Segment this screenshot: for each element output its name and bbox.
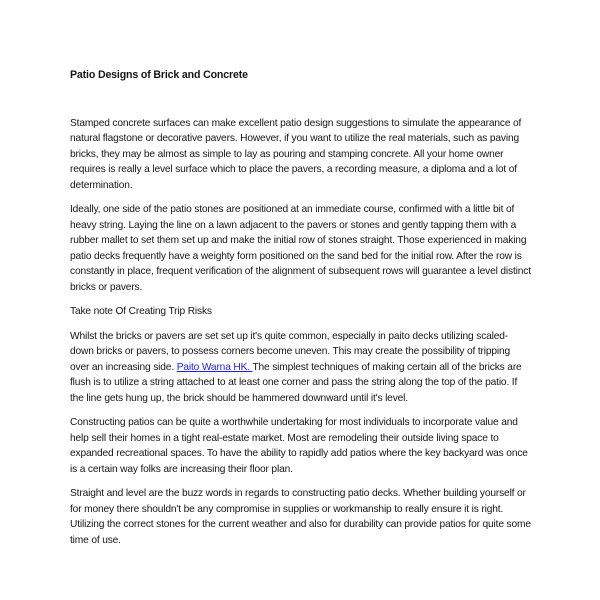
paragraph-stamped-concrete: Stamped concrete surfaces can make excellent patio design suggestions to simulate the appearance of natural flagstone or decorative pavers. However, if you want to utilize the real materials, such as paving bricks, they may be almost as simple to lay as pouring and stamping concrete. All your home owner requires is really a level surface which to place the pavers, a recording measure, a diploma and a lot of determination. <box>70 117 522 191</box>
paragraph-straight-and-level: Straight and level are the buzz words in regards to constructing patio decks. Whether building yourself or for money there shouldn't be any compromise in supplies or workmanship to really ensure it is right. Utilizing the correct stones for the current weather and also for durability can provide patios for quite some time of use. <box>70 488 531 546</box>
document-title: Patio Designs of Brick and Concrete <box>70 69 248 81</box>
paito-warna-hk-link[interactable]: Paito Warna HK. <box>176 361 253 373</box>
subheading-trip-risks: Take note Of Creating Trip Risks <box>70 306 212 317</box>
paragraph-ideally-one-side: Ideally, one side of the patio stones are positioned at an immediate course, confirmed with a little bit of heavy string. Laying the line on a lawn adjacent to the pavers or stones and gently tapping them with a rubber mallet to set them set up and make the initial row of stones straight. Those experienced in making patio decks frequently have a weighty form positioned on the sand bed for the initial row. After the row is constantly in place, frequent verification of the alignment of subsequent rows will guarantee a level distinct bricks or pavers. <box>70 204 531 293</box>
paragraph-text-before-link: Whilst the bricks or pavers are set set up it's quite common, especially in paito decks utilizing scaled-down bricks or pavers, to possess corners become uneven. This may create the possibility of tripping over an increasing side. <box>70 330 511 373</box>
paragraph-whilst-bricks <box>70 329 531 407</box>
paragraph-text-after-link: The simplest techniques of making certain all of the bricks are flush is to utilize a string attached to at least one corner and pass the string along the top of the patio. If the line gets hung up, the brick should be hammered downward until it's level. <box>70 361 522 404</box>
paragraph-constructing-patios: Constructing patios can be quite a worthwhile undertaking for most individuals to incorporate value and help sell their homes in a tight real-estate market. Most are remodeling their outside living space to expanded recreational spaces. To have the ability to rapidly add patios where the key backyard was once is a certain way folks are increasing their floor plan. <box>70 417 528 475</box>
